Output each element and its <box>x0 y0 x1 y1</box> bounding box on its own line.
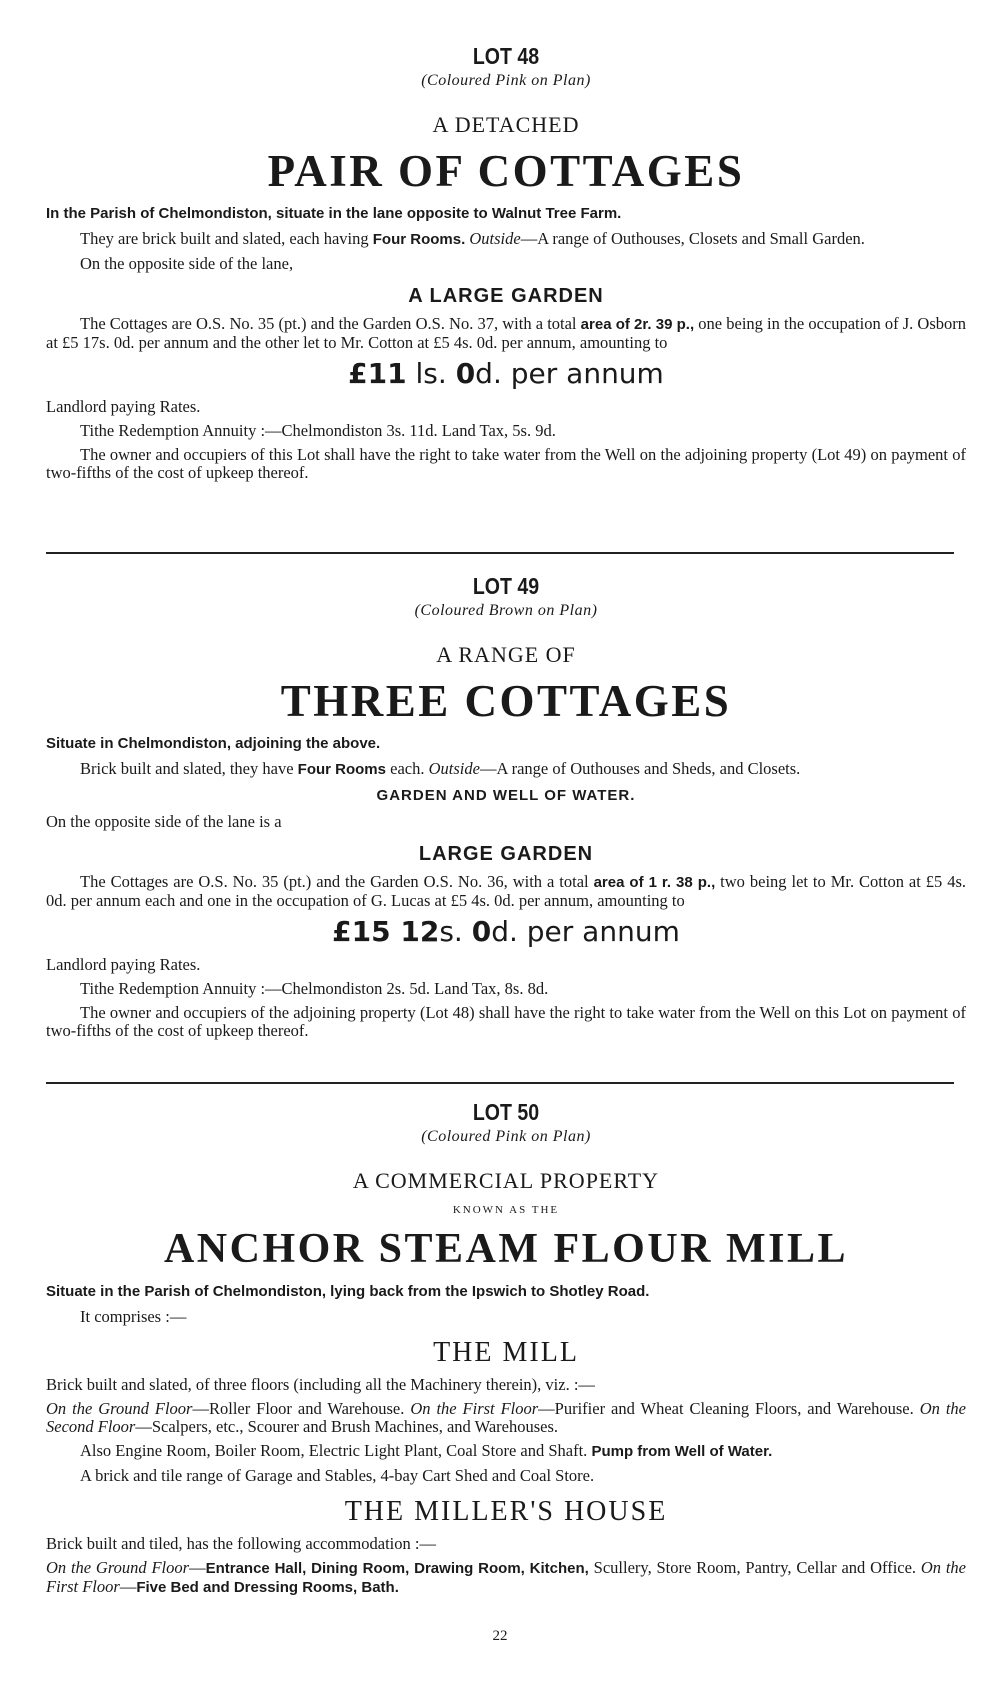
lot-48-number: LOT 48 <box>472 43 540 69</box>
text-bold: area of 1 r. 38 p., <box>593 874 716 891</box>
lot-48-title: PAIR OF COTTAGES <box>267 146 745 196</box>
millers-house-heading: THE MILLER'S HOUSE <box>344 1496 668 1527</box>
rent-suffix: d. per annum <box>475 357 664 390</box>
text-italic: On the Ground Floor <box>46 1558 190 1577</box>
mill-heading: THE MILL <box>433 1337 579 1368</box>
rent-pence: 0 <box>471 915 492 948</box>
divider <box>46 552 954 554</box>
rent-s: s. <box>439 915 472 948</box>
text: Also Engine Room, Boiler Room, Electric Light Plant, Coal Store and Shaft. <box>80 1441 592 1460</box>
text: each. <box>386 759 429 778</box>
rent-pounds: £15 <box>332 915 391 948</box>
text-italic: On the First Floor <box>410 1399 539 1418</box>
text: —Purifier and Wheat Cleaning Floors, and Warehouse. <box>538 1399 920 1418</box>
house-accommodation <box>46 1559 966 1597</box>
text-bold: Five Bed and Dressing Rooms, Bath. <box>136 1579 399 1596</box>
mill-construction: Brick built and slated, of three floors (including all the Machinery therein), viz. :— <box>46 1375 595 1394</box>
mill-engine-room <box>46 1442 966 1461</box>
lot-49-description <box>46 760 966 779</box>
lot-48-well: The owner and occupiers of this Lot shall have the right to take water from the Well on the adjoining property (Lot 49) on payment of two-fifths of the cost of upkeep thereof. <box>46 445 966 482</box>
text: —A range of Outhouses and Sheds, and Closets. <box>479 759 801 778</box>
text: The Cottages are O.S. No. 35 (pt.) and the Garden O.S. No. 37, with a total <box>80 314 581 333</box>
text: — <box>189 1558 206 1577</box>
lot-48-description <box>46 230 966 249</box>
lot-48-rent <box>46 356 966 392</box>
mill-floors <box>46 1400 966 1436</box>
rent-pence: 0 <box>455 357 476 390</box>
lot-49-rates: Landlord paying Rates. <box>46 955 201 974</box>
lot-48-garden-heading: A LARGE GARDEN <box>408 285 604 307</box>
text-italic: On the First Floor <box>46 1558 966 1596</box>
text: Brick built and slated, they have <box>80 759 298 778</box>
lot-50-known-as: KNOWN AS THE <box>452 1204 560 1216</box>
text: two being let to Mr. Cotton at £5 4s. 0d. per annum each and one in the occupation of G. Lucas at £5 4s. 0d. per annum, amounting to <box>46 872 966 910</box>
lot-49-coloured-note: (Coloured Brown on Plan) <box>414 602 598 619</box>
lot-50-coloured-note: (Coloured Pink on Plan) <box>421 1128 591 1145</box>
divider <box>46 1082 954 1084</box>
text-bold: Entrance Hall, Dining Room, Drawing Room, Kitchen, <box>205 1560 589 1577</box>
lot-49-situation: Situate in Chelmondiston, adjoining the above. <box>46 735 381 752</box>
text-italic: Outside <box>465 229 521 248</box>
lot-50-section <box>46 1098 966 1597</box>
lot-50-situation: Situate in the Parish of Chelmondiston, lying back from the Ipswich to Shotley Road. <box>46 1283 650 1300</box>
lot-49-opposite: On the opposite side of the lane is a <box>46 812 282 831</box>
lot-48-rates: Landlord paying Rates. <box>46 397 201 416</box>
rent-shillings: ls. <box>406 357 456 390</box>
lot-50-kicker: A COMMERCIAL PROPERTY <box>352 1168 660 1193</box>
lot-48-kicker: A DETACHED <box>432 112 580 137</box>
lot-49-kicker: A RANGE OF <box>436 642 576 667</box>
page-number: 22 <box>492 1628 508 1644</box>
lot-48-tithe: Tithe Redemption Annuity :—Chelmondiston 3s. 11d. Land Tax, 5s. 9d. <box>80 421 556 440</box>
text: —Scalpers, etc., Scourer and Brush Machines, and Warehouses. <box>135 1417 559 1436</box>
lot-49-rent <box>46 914 966 950</box>
lot-49-tithe: Tithe Redemption Annuity :—Chelmondiston 2s. 5d. Land Tax, 8s. 8d. <box>80 979 549 998</box>
house-construction: Brick built and tiled, has the following accommodation :— <box>46 1534 436 1553</box>
text-italic: On the Ground Floor <box>46 1399 193 1418</box>
lot-49-number: LOT 49 <box>472 573 540 599</box>
lot-48-opposite: On the opposite side of the lane, <box>80 254 294 273</box>
lot-49-well: The owner and occupiers of the adjoining property (Lot 48) shall have the right to take water from the Well on this Lot on payment of two-fifths of the cost of upkeep thereof. <box>46 1003 966 1040</box>
rent-pounds: £11 <box>348 357 407 390</box>
lot-48-coloured-note: (Coloured Pink on Plan) <box>421 72 591 89</box>
rent-shillings: 12 <box>390 915 440 948</box>
text: —A range of Outhouses, Closets and Small Garden. <box>520 229 865 248</box>
text-italic: Outside <box>428 759 480 778</box>
mill-outbuildings: A brick and tile range of Garage and Stables, 4-bay Cart Shed and Coal Store. <box>80 1466 595 1485</box>
lot-49-garden-heading: LARGE GARDEN <box>418 843 594 865</box>
lot-49-garden-well: GARDEN AND WELL OF WATER. <box>376 787 636 804</box>
text-bold: Four Rooms. <box>372 231 466 248</box>
rent-suffix: d. per annum <box>491 915 680 948</box>
lot-49-section <box>46 572 966 1040</box>
text: one being in the occupation of J. Osborn at £5 17s. 0d. per annum and the other let to Mr. Cotton at £5 4s. 0d. per annum, amounting to <box>46 314 967 352</box>
text-bold: Four Rooms <box>297 761 386 778</box>
lot-50-number: LOT 50 <box>472 1099 540 1125</box>
text: The Cottages are O.S. No. 35 (pt.) and the Garden O.S. No. 36, with a total <box>80 872 594 891</box>
text: — <box>119 1577 137 1596</box>
text-bold: Pump from Well of Water. <box>591 1443 773 1460</box>
text: They are brick built and slated, each having <box>80 229 373 248</box>
lot-49-tenancy <box>46 873 966 910</box>
text-italic: On the Second Floor <box>46 1399 966 1436</box>
lot-48-section <box>46 42 966 482</box>
text-bold: area of 2r. 39 p., <box>580 316 695 333</box>
text: —Roller Floor and Warehouse. <box>192 1399 411 1418</box>
lot-50-title: ANCHOR STEAM FLOUR MILL <box>163 1226 849 1272</box>
lot-50-comprises: It comprises :— <box>80 1307 187 1326</box>
lot-48-situation: In the Parish of Chelmondiston, situate in the lane opposite to Walnut Tree Farm. <box>46 205 622 222</box>
lot-49-title: THREE COTTAGES <box>280 676 732 726</box>
text: Scullery, Store Room, Pantry, Cellar and Office. <box>588 1558 921 1577</box>
lot-48-tenancy <box>46 315 966 352</box>
